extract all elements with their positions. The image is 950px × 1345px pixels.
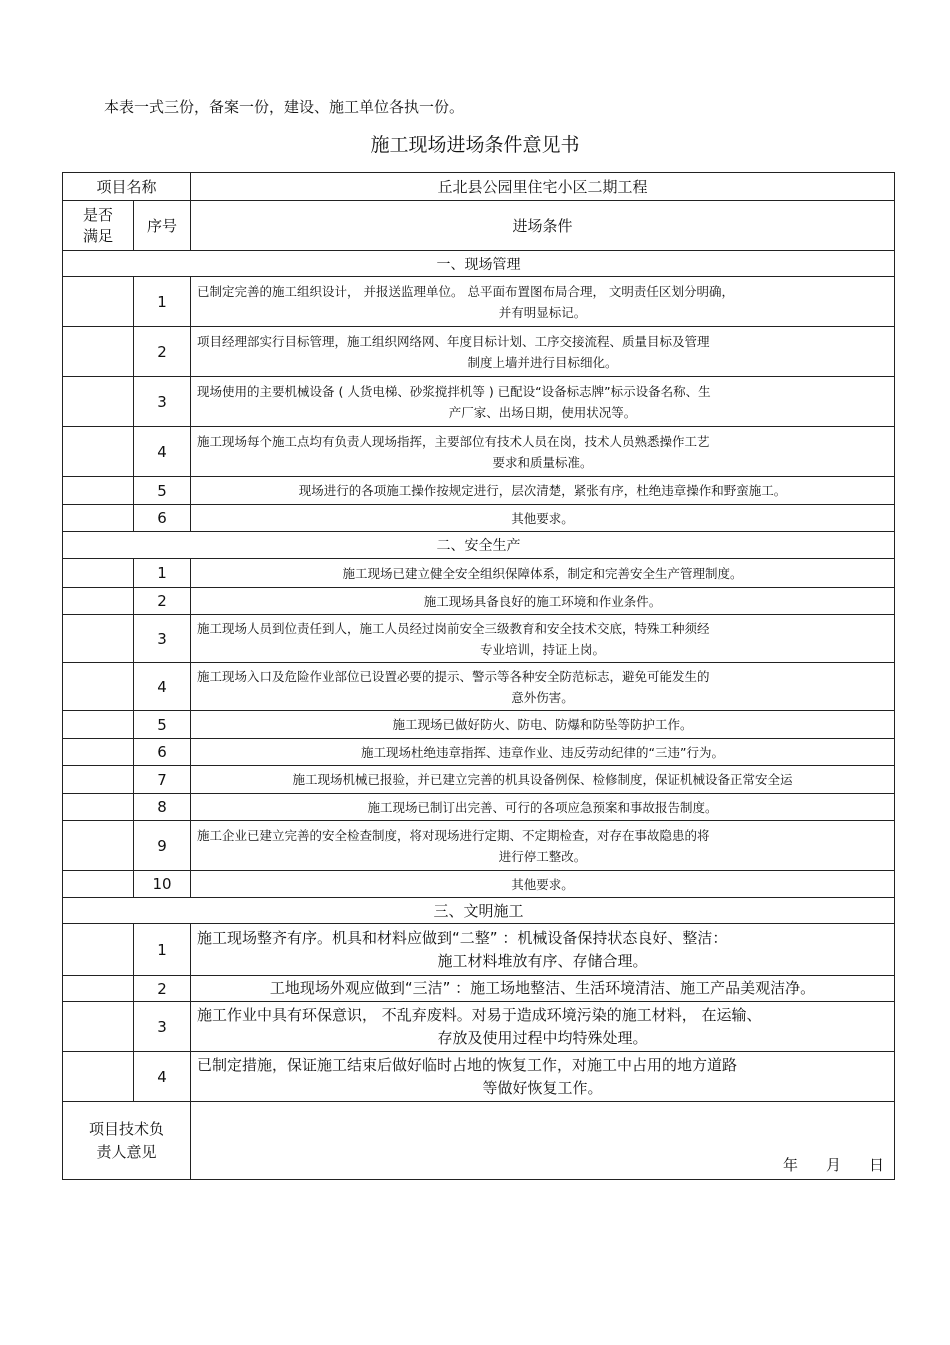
condition-line: 施工现场杜绝违章指挥、违章作业、违反劳动纪律的“三违”行为。 — [361, 744, 724, 760]
condition-line-1: 施工作业中具有环保意识， 不乱弃废料。对易于造成环境污染的施工材料， 在运输、 — [197, 1005, 762, 1024]
seq-number: 4 — [134, 1052, 191, 1102]
section-title: 三、文明施工 — [63, 898, 895, 924]
seq-number: 3 — [134, 615, 191, 663]
condition-text — [191, 615, 895, 663]
condition-line-1: 施工现场人员到位责任到人，施工人员经过岗前安全三级教育和安全技术交底，特殊工种须经 — [197, 620, 710, 636]
condition-line: 其他要求。 — [511, 510, 574, 526]
opinion-field[interactable] — [191, 1102, 895, 1180]
condition-line-1: 已制定措施，保证施工结束后做好临时占地的恢复工作，对施工中占用的地方道路 — [197, 1055, 738, 1074]
condition-line-1: 施工现场入口及危险作业部位已设置必要的提示、警示等各种安全防范标志，避免可能发生的 — [197, 668, 710, 684]
condition-row — [63, 277, 895, 327]
condition-text — [191, 711, 895, 739]
condition-row — [63, 477, 895, 505]
satisfied-header — [63, 201, 134, 251]
condition-line-1: 施工现场整齐有序。机具和材料应做到“二整” ：机械设备保持状态良好、整洁： — [197, 928, 728, 947]
satisfied-cell[interactable] — [63, 794, 134, 821]
condition-row — [63, 559, 895, 588]
seq-number: 7 — [134, 766, 191, 794]
condition-text — [191, 588, 895, 615]
satisfied-cell[interactable] — [63, 377, 134, 427]
date-year: 年 — [782, 1156, 798, 1174]
section-row — [63, 251, 895, 277]
condition-line-2: 并有明显标记。 — [498, 304, 587, 320]
condition-text — [191, 739, 895, 766]
condition-text — [191, 327, 895, 377]
seq-number: 9 — [134, 821, 191, 871]
condition-row — [63, 1052, 895, 1102]
seq-number: 5 — [134, 477, 191, 505]
condition-row — [63, 739, 895, 766]
condition-text — [191, 277, 895, 327]
condition-row — [63, 615, 895, 663]
condition-row — [63, 327, 895, 377]
opinion-label-line-2: 责人意见 — [96, 1142, 157, 1161]
seq-number: 10 — [134, 871, 191, 898]
condition-row — [63, 871, 895, 898]
condition-text — [191, 477, 895, 505]
project-label: 项目名称 — [63, 173, 191, 201]
condition-row — [63, 821, 895, 871]
date-day: 日 — [868, 1156, 884, 1174]
condition-line-1: 施工现场每个施工点均有负责人现场指挥，主要部位有技术人员在岗，技术人员熟悉操作工艺 — [197, 433, 710, 449]
seq-number: 3 — [134, 1002, 191, 1052]
condition-row — [63, 794, 895, 821]
condition-line: 现场进行的各项施工操作按规定进行，层次清楚，紧张有序，杜绝违章操作和野蛮施工。 — [298, 483, 787, 498]
satisfied-cell[interactable] — [63, 477, 134, 505]
section-row — [63, 532, 895, 559]
condition-line: 施工现场已做好防火、防电、防爆和防坠等防护工作。 — [392, 717, 693, 732]
satisfied-cell[interactable] — [63, 871, 134, 898]
opinion-label — [63, 1102, 191, 1180]
seq-number: 4 — [134, 427, 191, 477]
condition-text — [191, 1002, 895, 1052]
seq-number: 1 — [134, 924, 191, 976]
condition-line: 施工现场已建立健全安全组织保障体系，制定和完善安全生产管理制度。 — [342, 565, 743, 581]
condition-line: 施工现场已制订出完善、可行的各项应急预案和事故报告制度。 — [367, 799, 718, 815]
condition-row — [63, 377, 895, 427]
condition-row — [63, 976, 895, 1002]
seq-number: 2 — [134, 327, 191, 377]
condition-text — [191, 794, 895, 821]
condition-text — [191, 663, 895, 711]
condition-text — [191, 821, 895, 871]
condition-text — [191, 924, 895, 976]
satisfied-cell[interactable] — [63, 711, 134, 739]
date-line — [755, 1154, 884, 1175]
condition-text — [191, 427, 895, 477]
satisfied-cell[interactable] — [63, 766, 134, 794]
condition-line-2: 意外伤害。 — [511, 689, 574, 705]
condition-header: 进场条件 — [191, 201, 895, 251]
column-header-row — [63, 201, 895, 251]
condition-row — [63, 505, 895, 532]
condition-line-2: 施工材料堆放有序、存储合理。 — [437, 951, 648, 970]
section-row — [63, 898, 895, 924]
condition-line-1: 现场使用的主要机械设备 ( 人货电梯、砂浆搅拌机等 ) 已配设“设备标志牌”标示设备名称、生 — [197, 383, 711, 399]
condition-line: 施工现场机械已报验，并已建立完善的机具设备例保、检修制度，保证机械设备正常安全运 — [292, 772, 793, 787]
seq-number: 8 — [134, 794, 191, 821]
seq-number: 6 — [134, 505, 191, 532]
document-title: 施工现场进场条件意见书 — [370, 134, 580, 156]
seq-number: 6 — [134, 739, 191, 766]
condition-line: 施工现场具备良好的施工环境和作业条件。 — [423, 593, 662, 609]
satisfied-cell[interactable] — [63, 615, 134, 663]
condition-row — [63, 1002, 895, 1052]
satisfied-cell[interactable] — [63, 277, 134, 327]
condition-line-2: 要求和质量标准。 — [492, 454, 593, 470]
condition-row — [63, 427, 895, 477]
condition-line-1: 已制定完善的施工组织设计， 并报送监理单位。 总平面布置图布局合理， 文明责任区划分明确， — [197, 283, 734, 299]
condition-line-2: 产厂家、出场日期，使用状况等。 — [448, 404, 637, 420]
satisfied-cell[interactable] — [63, 821, 134, 871]
seq-header: 序号 — [134, 201, 191, 251]
condition-line-1: 项目经理部实行目标管理，施工组织网络网、年度目标计划、工序交接流程、质量目标及管理 — [197, 333, 710, 349]
satisfied-cell[interactable] — [63, 663, 134, 711]
condition-text — [191, 871, 895, 898]
satisfied-cell[interactable] — [63, 924, 134, 976]
condition-line-1: 施工企业已建立完善的安全检查制度，将对现场进行定期、不定期检查，对存在事故隐患的将 — [197, 827, 710, 843]
condition-text — [191, 976, 895, 1002]
satisfied-cell[interactable] — [63, 1052, 134, 1102]
condition-row — [63, 766, 895, 794]
conditions-table — [62, 172, 895, 1180]
seq-number: 2 — [134, 588, 191, 615]
condition-line-2: 进行停工整改。 — [498, 848, 587, 864]
satisfied-label-2: 满足 — [82, 226, 113, 245]
satisfied-cell[interactable] — [63, 327, 134, 377]
condition-row — [63, 711, 895, 739]
condition-text — [191, 1052, 895, 1102]
condition-row — [63, 663, 895, 711]
satisfied-cell[interactable] — [63, 739, 134, 766]
satisfied-cell[interactable] — [63, 427, 134, 477]
condition-text — [191, 505, 895, 532]
satisfied-cell[interactable] — [63, 588, 134, 615]
condition-line-2: 专业培训，持证上岗。 — [480, 641, 606, 657]
seq-number: 5 — [134, 711, 191, 739]
condition-line: 其他要求。 — [511, 876, 574, 892]
seq-number: 1 — [134, 277, 191, 327]
condition-row — [63, 924, 895, 976]
seq-number: 3 — [134, 377, 191, 427]
project-row — [63, 173, 895, 201]
condition-line: 工地现场外观应做到“三洁” ：施工场地整洁、生活环境清洁、施工产品美观洁净。 — [269, 979, 816, 997]
condition-line-2: 等做好恢复工作。 — [482, 1078, 603, 1097]
date-month: 月 — [825, 1156, 841, 1174]
form-note: 本表一式三份，备案一份，建设、施工单位各执一份。 — [104, 98, 465, 116]
satisfied-cell[interactable] — [63, 1002, 134, 1052]
seq-number: 1 — [134, 559, 191, 588]
project-name: 丘北县公园里住宅小区二期工程 — [191, 173, 895, 201]
satisfied-cell[interactable] — [63, 976, 134, 1002]
section-title: 一、现场管理 — [63, 251, 895, 277]
seq-number: 2 — [134, 976, 191, 1002]
satisfied-cell[interactable] — [63, 559, 134, 588]
condition-line-2: 制度上墙并进行目标细化。 — [467, 354, 618, 370]
condition-text — [191, 766, 895, 794]
seq-number: 4 — [134, 663, 191, 711]
condition-row — [63, 588, 895, 615]
opinion-row — [63, 1102, 895, 1180]
condition-text — [191, 377, 895, 427]
section-title: 二、安全生产 — [63, 532, 895, 559]
satisfied-cell[interactable] — [63, 505, 134, 532]
condition-text — [191, 559, 895, 588]
opinion-label-line-1: 项目技术负 — [89, 1119, 165, 1138]
satisfied-label-1: 是否 — [82, 205, 113, 224]
condition-line-2: 存放及使用过程中均特殊处理。 — [437, 1028, 648, 1047]
